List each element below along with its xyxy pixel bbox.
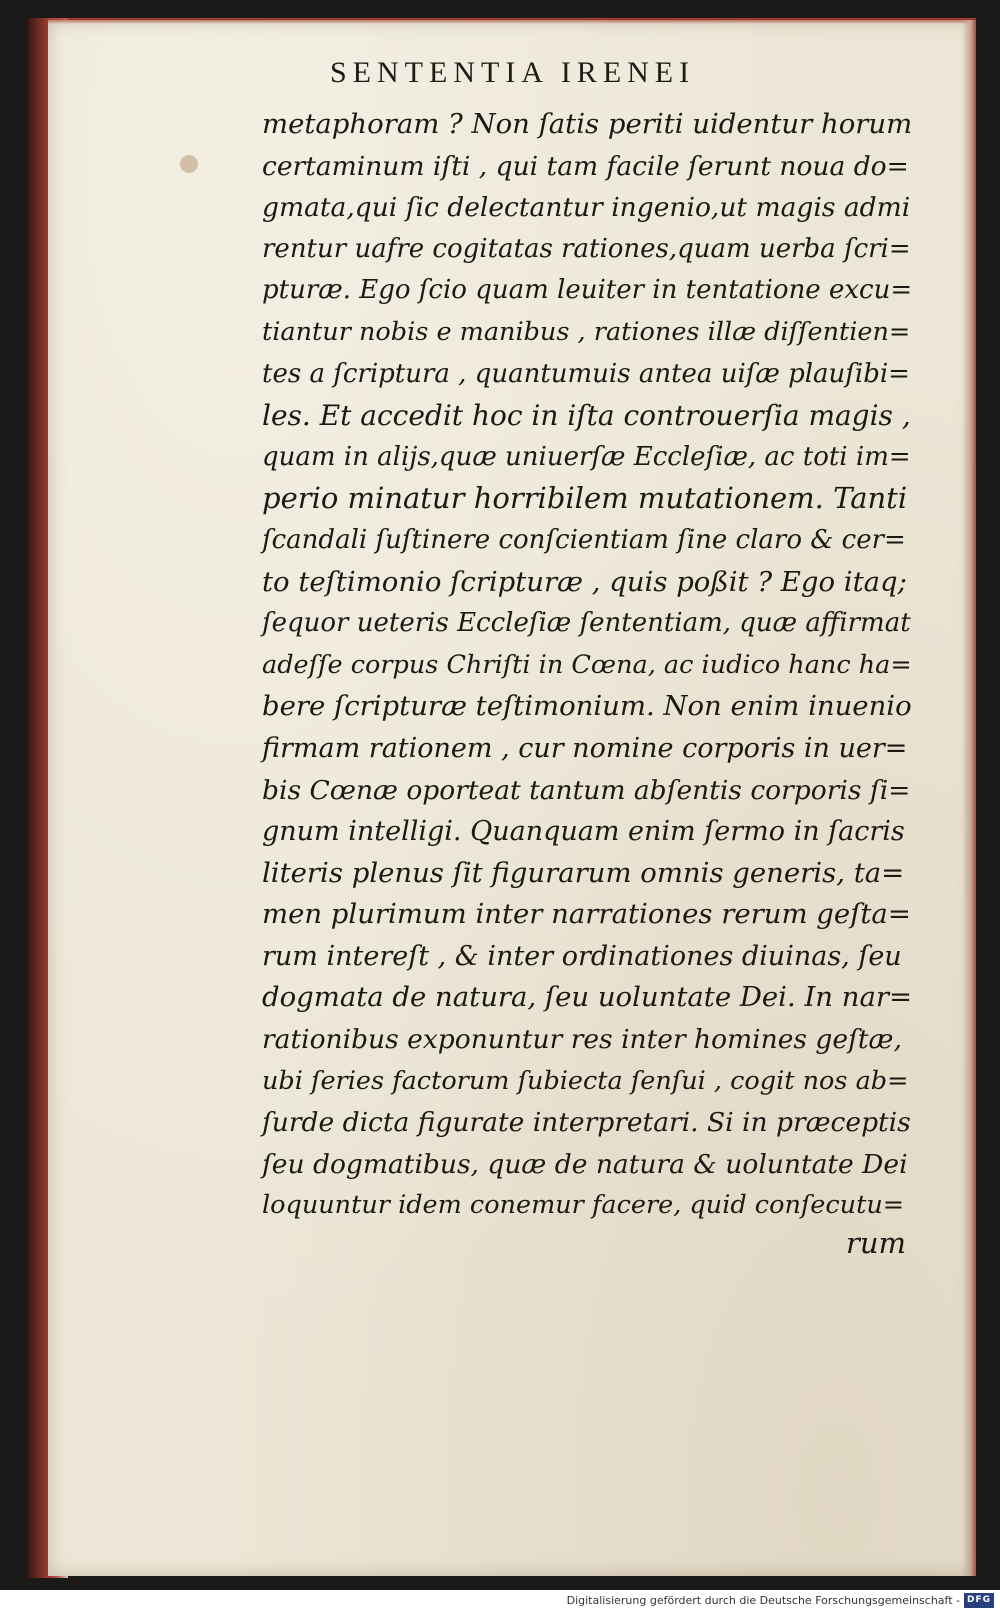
text-line: to teſtimonio ſcripturæ , quis poßit ? Ego itaq; (262, 565, 907, 598)
text-line: bis Cœnæ oporteat tantum abſentis corporis ſi= (262, 774, 911, 806)
text-line: pturæ. Ego ſcio quam leuiter in tentatione excu= (262, 275, 913, 306)
text-line: firmam rationem , cur nomine corporis in uer= (262, 732, 908, 764)
text-line: quam in alijs,quæ uniuerſæ Eccleſiæ, ac toti im= (262, 441, 911, 472)
text-line: bere ſcripturæ teſtimonium. Non enim inuenio (262, 690, 912, 723)
text-line: metaphoram ? Non ſatis periti uidentur horum (262, 108, 913, 140)
text-line: tiantur nobis e manibus , rationes illæ diſſentien= (262, 316, 911, 347)
text-line: ſeu dogmatibus, quæ de natura & uoluntate Dei (262, 1148, 908, 1180)
text-line: dogmata de natura, ſeu uoluntate Dei. In nar= (262, 981, 913, 1014)
text-line: tes a ſcriptura , quantumuis antea uiſæ plauſibi= (262, 358, 910, 389)
text-line: ſurde dicta figurate interpretari. Si in præceptis (262, 1107, 911, 1139)
text-line: adeſſe corpus Chriſti in Cœna, ac iudico hanc ha= (262, 649, 912, 680)
footer-bar (0, 1590, 1000, 1612)
dfg-logo: DFG (964, 1593, 994, 1608)
body-text (262, 104, 912, 1227)
page-top-edge (48, 18, 976, 24)
text-line: loquuntur idem conemur facere, quid conſecutu= (262, 1190, 905, 1221)
digitization-credit: Digitalisierung gefördert durch die Deutsche Forschungsgemeinschaft - (566, 1594, 960, 1607)
text-line: certaminum iſti , qui tam facile ſerunt noua do= (262, 150, 909, 182)
text-line: men plurimum inter narrationes rerum geſta= (262, 898, 911, 931)
page-right-edge (962, 20, 976, 1576)
text-line: perio minatur horribilem mutationem. Tanti (262, 481, 908, 516)
text-line: rum intereſt , & inter ordinationes diuinas, ſeu (262, 940, 902, 972)
text-line: ubi ſeries factorum ſubiecta ſenſui , cogit nos ab= (262, 1065, 909, 1096)
paper-stain (180, 155, 198, 173)
text-line: rentur uafre cogitatas rationes,quam uerba ſcri= (262, 233, 911, 264)
text-line: ſequor ueteris Eccleſiæ ſententiam, quæ affirmat (262, 608, 911, 639)
running-header: SENTENTIA IRENEI (330, 56, 696, 89)
text-line: ſcandali ſuſtinere conſcientiam ſine claro & cer= (262, 524, 906, 555)
text-line: gnum intelligi. Quanquam enim ſermo in ſacris (262, 816, 905, 848)
catchword: rum (846, 1226, 907, 1260)
text-line: les. Et accedit hoc in iſta controuerſia magis , (262, 399, 911, 433)
text-line: literis plenus ſit figurarum omnis generis, ta= (262, 856, 905, 889)
text-line: rationibus exponuntur res inter homines geſtæ, (262, 1024, 902, 1056)
text-line: gmata,qui ſic delectantur ingenio,ut magis admi (262, 192, 911, 224)
